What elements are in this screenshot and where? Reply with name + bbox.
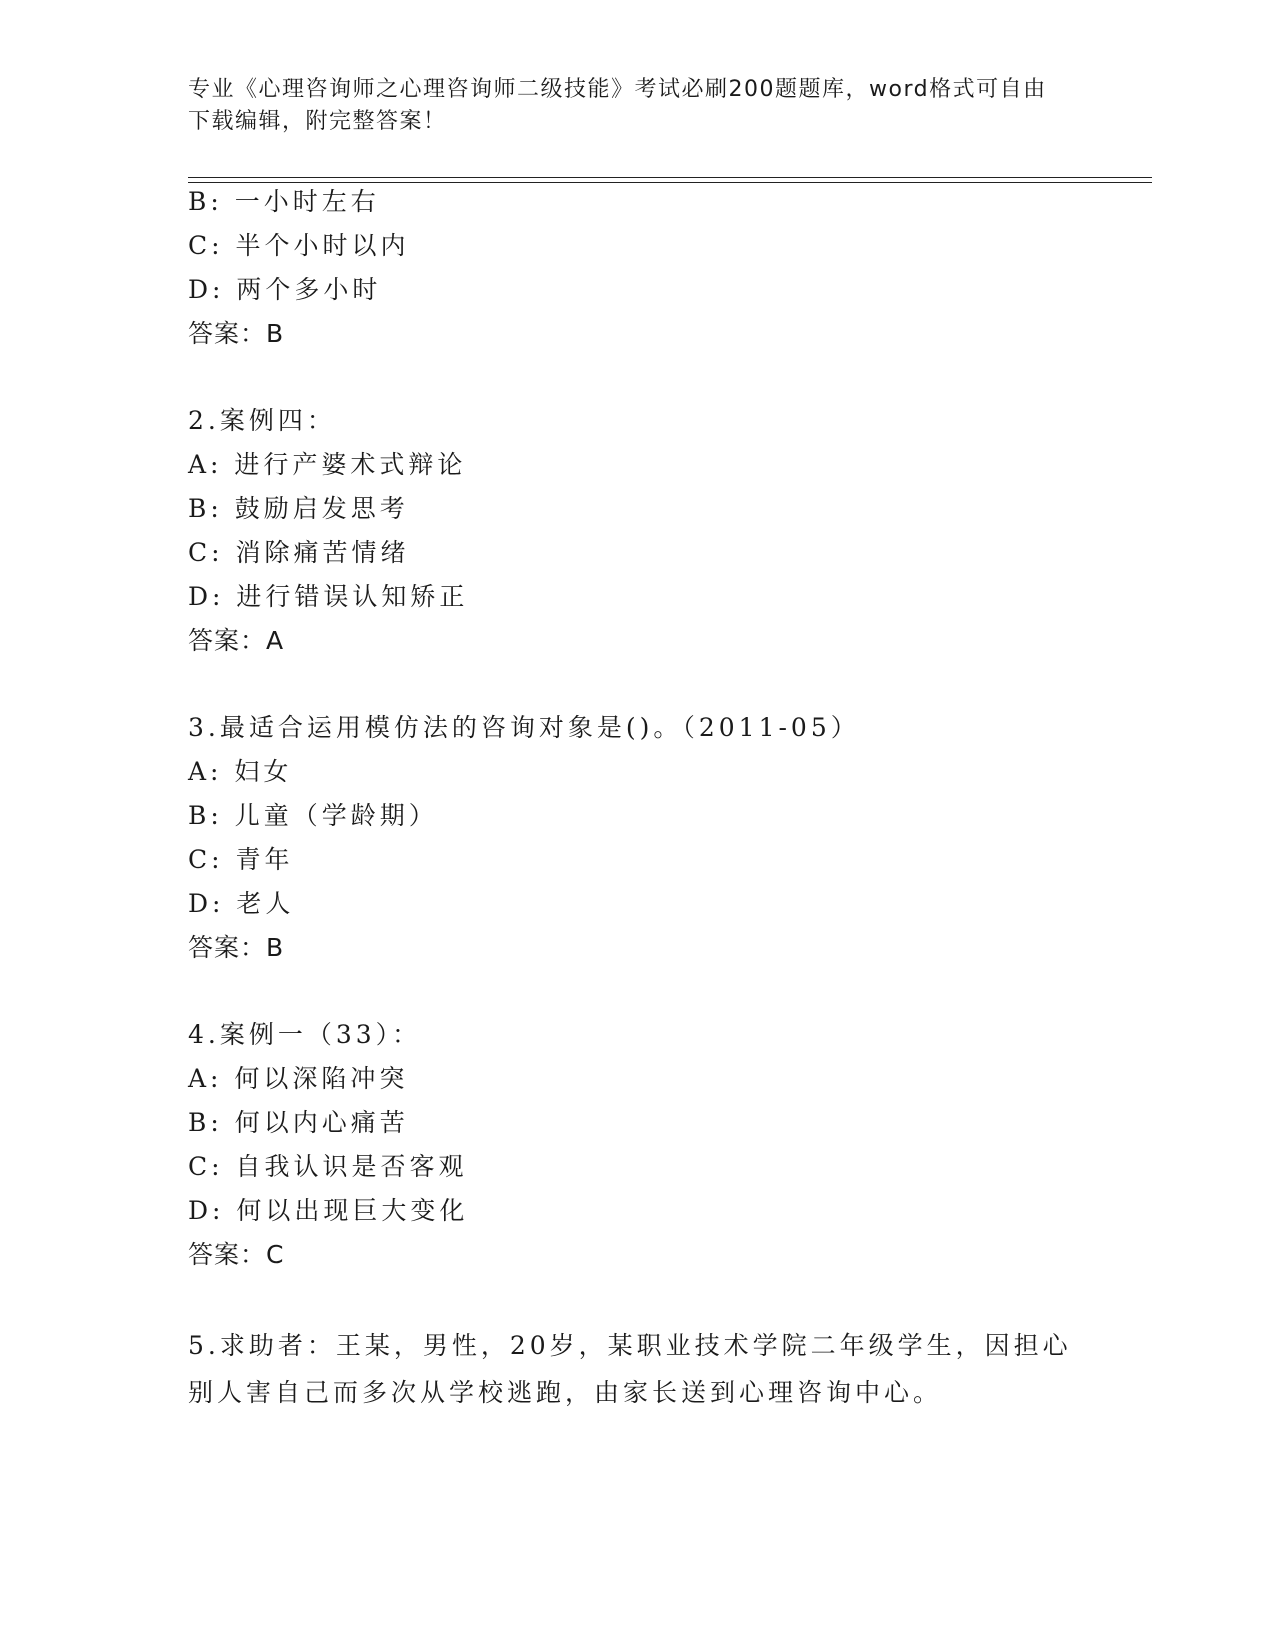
q3-stem: 3.最适合运用模仿法的咨询对象是()。（2011-05） — [188, 713, 860, 742]
q2-stem: 2.案例四： — [188, 406, 336, 435]
q4-option-a: A: 何以深陷冲突 — [188, 1064, 409, 1093]
q1-option-c: C: 半个小时以内 — [188, 231, 410, 260]
q2-option-b: B: 鼓励启发思考 — [188, 494, 409, 523]
q4-option-c: C: 自我认识是否客观 — [188, 1152, 468, 1181]
header-rule-top — [188, 177, 1152, 178]
q3-answer: 答案：B — [188, 933, 285, 962]
q1-option-b: B: 一小时左右 — [188, 187, 380, 216]
q3-option-b: B: 儿童（学龄期） — [188, 801, 438, 830]
header-rule-bottom — [188, 182, 1152, 183]
q4-option-b: B: 何以内心痛苦 — [188, 1108, 409, 1137]
q5-stem: 5.求助者：王某，男性，20岁，某职业技术学院二年级学生，因担心别人害自己而多次从学校逃跑，由家长送到心理咨询中心。 — [188, 1331, 1072, 1407]
q1-option-d: D: 两个多小时 — [188, 275, 382, 304]
q2-option-c: C: 消除痛苦情绪 — [188, 538, 410, 567]
q3-option-d: D: 老人 — [188, 889, 295, 918]
q2-answer: 答案：A — [188, 626, 285, 655]
q3-option-a: A: 妇女 — [188, 757, 293, 786]
q4-stem: 4.案例一（33）： — [188, 1020, 422, 1049]
q2-option-d: D: 进行错误认知矫正 — [188, 582, 469, 611]
q2-option-a: A: 进行产婆术式辩论 — [188, 450, 467, 479]
q3-option-c: C: 青年 — [188, 845, 294, 874]
q1-answer: 答案：B — [188, 319, 285, 348]
q4-answer: 答案：C — [188, 1240, 285, 1269]
q4-option-d: D: 何以出现巨大变化 — [188, 1196, 469, 1225]
document-header: 专业《心理咨询师之心理咨询师二级技能》考试必刷200题题库，word格式可自由下载编辑，附完整答案！ — [188, 77, 1047, 134]
